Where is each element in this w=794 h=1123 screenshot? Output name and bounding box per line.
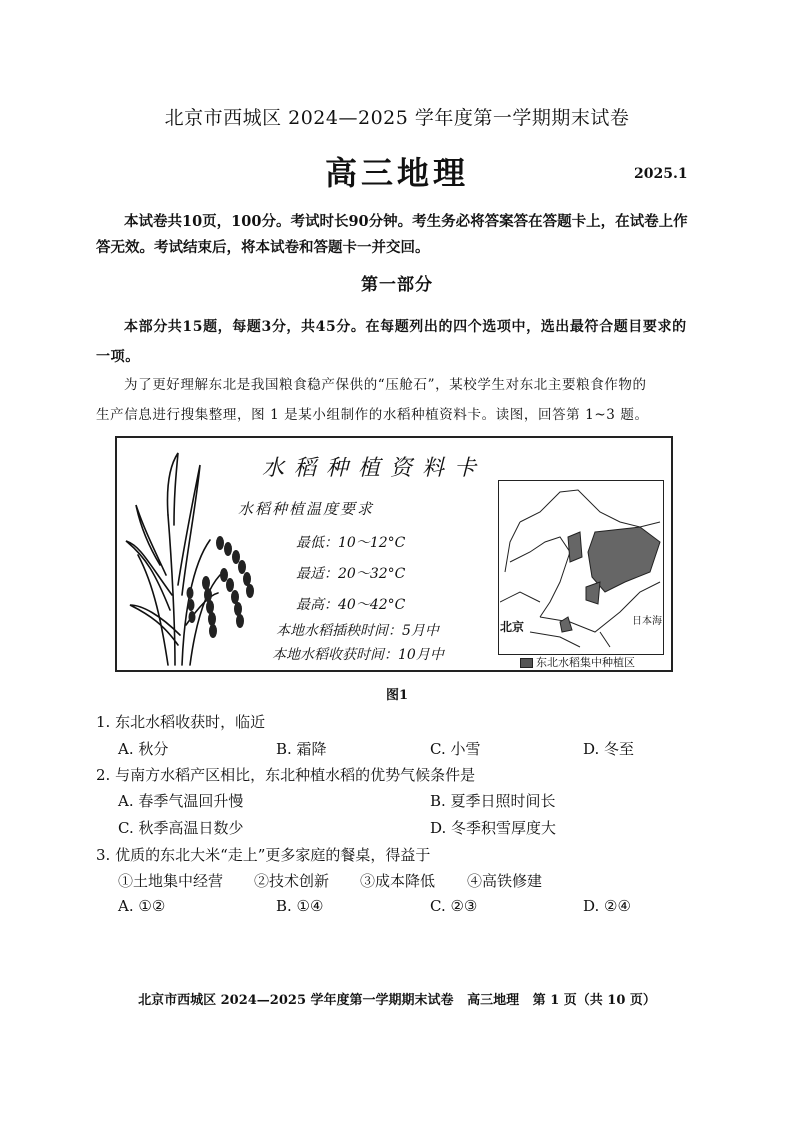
map-label-japan-sea: 日本海 <box>632 616 662 627</box>
question-3-item-4: ④高铁修建 <box>467 872 543 890</box>
question-1-option-d: D. 冬至 <box>583 740 635 758</box>
question-3-option-a: A. ①② <box>118 897 166 915</box>
instructions-line-1: 本试卷共10页，100分。考试时长90分钟。考生务必将答案答在答题卡上，在试卷上作 <box>124 213 688 230</box>
temp-optimal: 最适：20～32°C <box>296 566 406 582</box>
section-title: 第一部分 <box>361 275 433 295</box>
context-line-1: 为了更好理解东北是我国粮食稳产保供的“压舱石”，某校学生对东北主要粮食作物的 <box>124 377 647 393</box>
question-1-option-c: C. 小雪 <box>430 740 481 758</box>
temp-requirement-subtitle: 水稻种植温度要求 <box>238 500 375 518</box>
figure-caption: 图1 <box>385 688 409 703</box>
question-2-option-a: A. 春季气温回升慢 <box>118 792 244 810</box>
context-line-2: 生产信息进行搜集整理，图 1 是某小组制作的水稻种植资料卡。读图，回答第 1~3 题。 <box>96 407 649 423</box>
question-2-option-d: D. 冬季积雪厚度大 <box>430 819 557 837</box>
map-legend <box>520 654 635 670</box>
section-rule-line-1: 本部分共15题，每题3分，共45分。在每题列出的四个选项中，选出最符合题目要求的 <box>124 319 687 335</box>
harvest-time: 本地水稻收获时间：10月中 <box>272 647 444 663</box>
temp-min: 最低：10～12°C <box>296 535 406 551</box>
exam-date: 2025.1 <box>634 166 688 182</box>
page-footer: 北京市西城区 2024—2025 学年度第一学期期末试卷 高三地理 第 1 页（共 10 页） <box>138 993 656 1008</box>
question-3-option-d: D. ②④ <box>583 897 631 915</box>
question-3-item-1: ①土地集中经营 <box>118 872 224 890</box>
question-2-stem: 2. 与南方水稻产区相比，东北种植水稻的优势气候条件是 <box>96 766 476 784</box>
temp-max: 最高：40～42°C <box>296 597 406 613</box>
rice-plant-illustration <box>120 445 270 667</box>
instructions-line-2: 答无效。考试结束后，将本试卷和答题卡一并交回。 <box>96 239 430 256</box>
question-3-item-2: ②技术创新 <box>254 872 330 890</box>
question-3-option-c: C. ②③ <box>430 897 478 915</box>
question-2-option-c: C. 秋季高温日数少 <box>118 819 244 837</box>
subject-title: 高三地理 <box>324 154 469 192</box>
question-1-stem: 1. 东北水稻收获时，临近 <box>96 713 266 731</box>
question-1-option-b: B. 霜降 <box>276 740 327 758</box>
card-title: 水稻种植资料卡 <box>262 456 487 481</box>
section-rule-line-2: 一项。 <box>96 349 140 365</box>
exam-title: 北京市西城区 2024—2025 学年度第一学期期末试卷 <box>164 107 630 129</box>
question-1-option-a: A. 秋分 <box>118 740 169 758</box>
question-3-stem: 3. 优质的东北大米“走上”更多家庭的餐桌，得益于 <box>96 846 431 864</box>
planting-time: 本地水稻插秧时间：5月中 <box>276 623 439 639</box>
question-2-option-b: B. 夏季日照时间长 <box>430 792 556 810</box>
legend-swatch <box>520 658 533 668</box>
legend-label: 东北水稻集中种植区 <box>536 656 635 669</box>
map-label-beijing: 北京 <box>500 620 525 634</box>
question-3-option-b: B. ①④ <box>276 897 324 915</box>
question-3-item-3: ③成本降低 <box>360 872 436 890</box>
